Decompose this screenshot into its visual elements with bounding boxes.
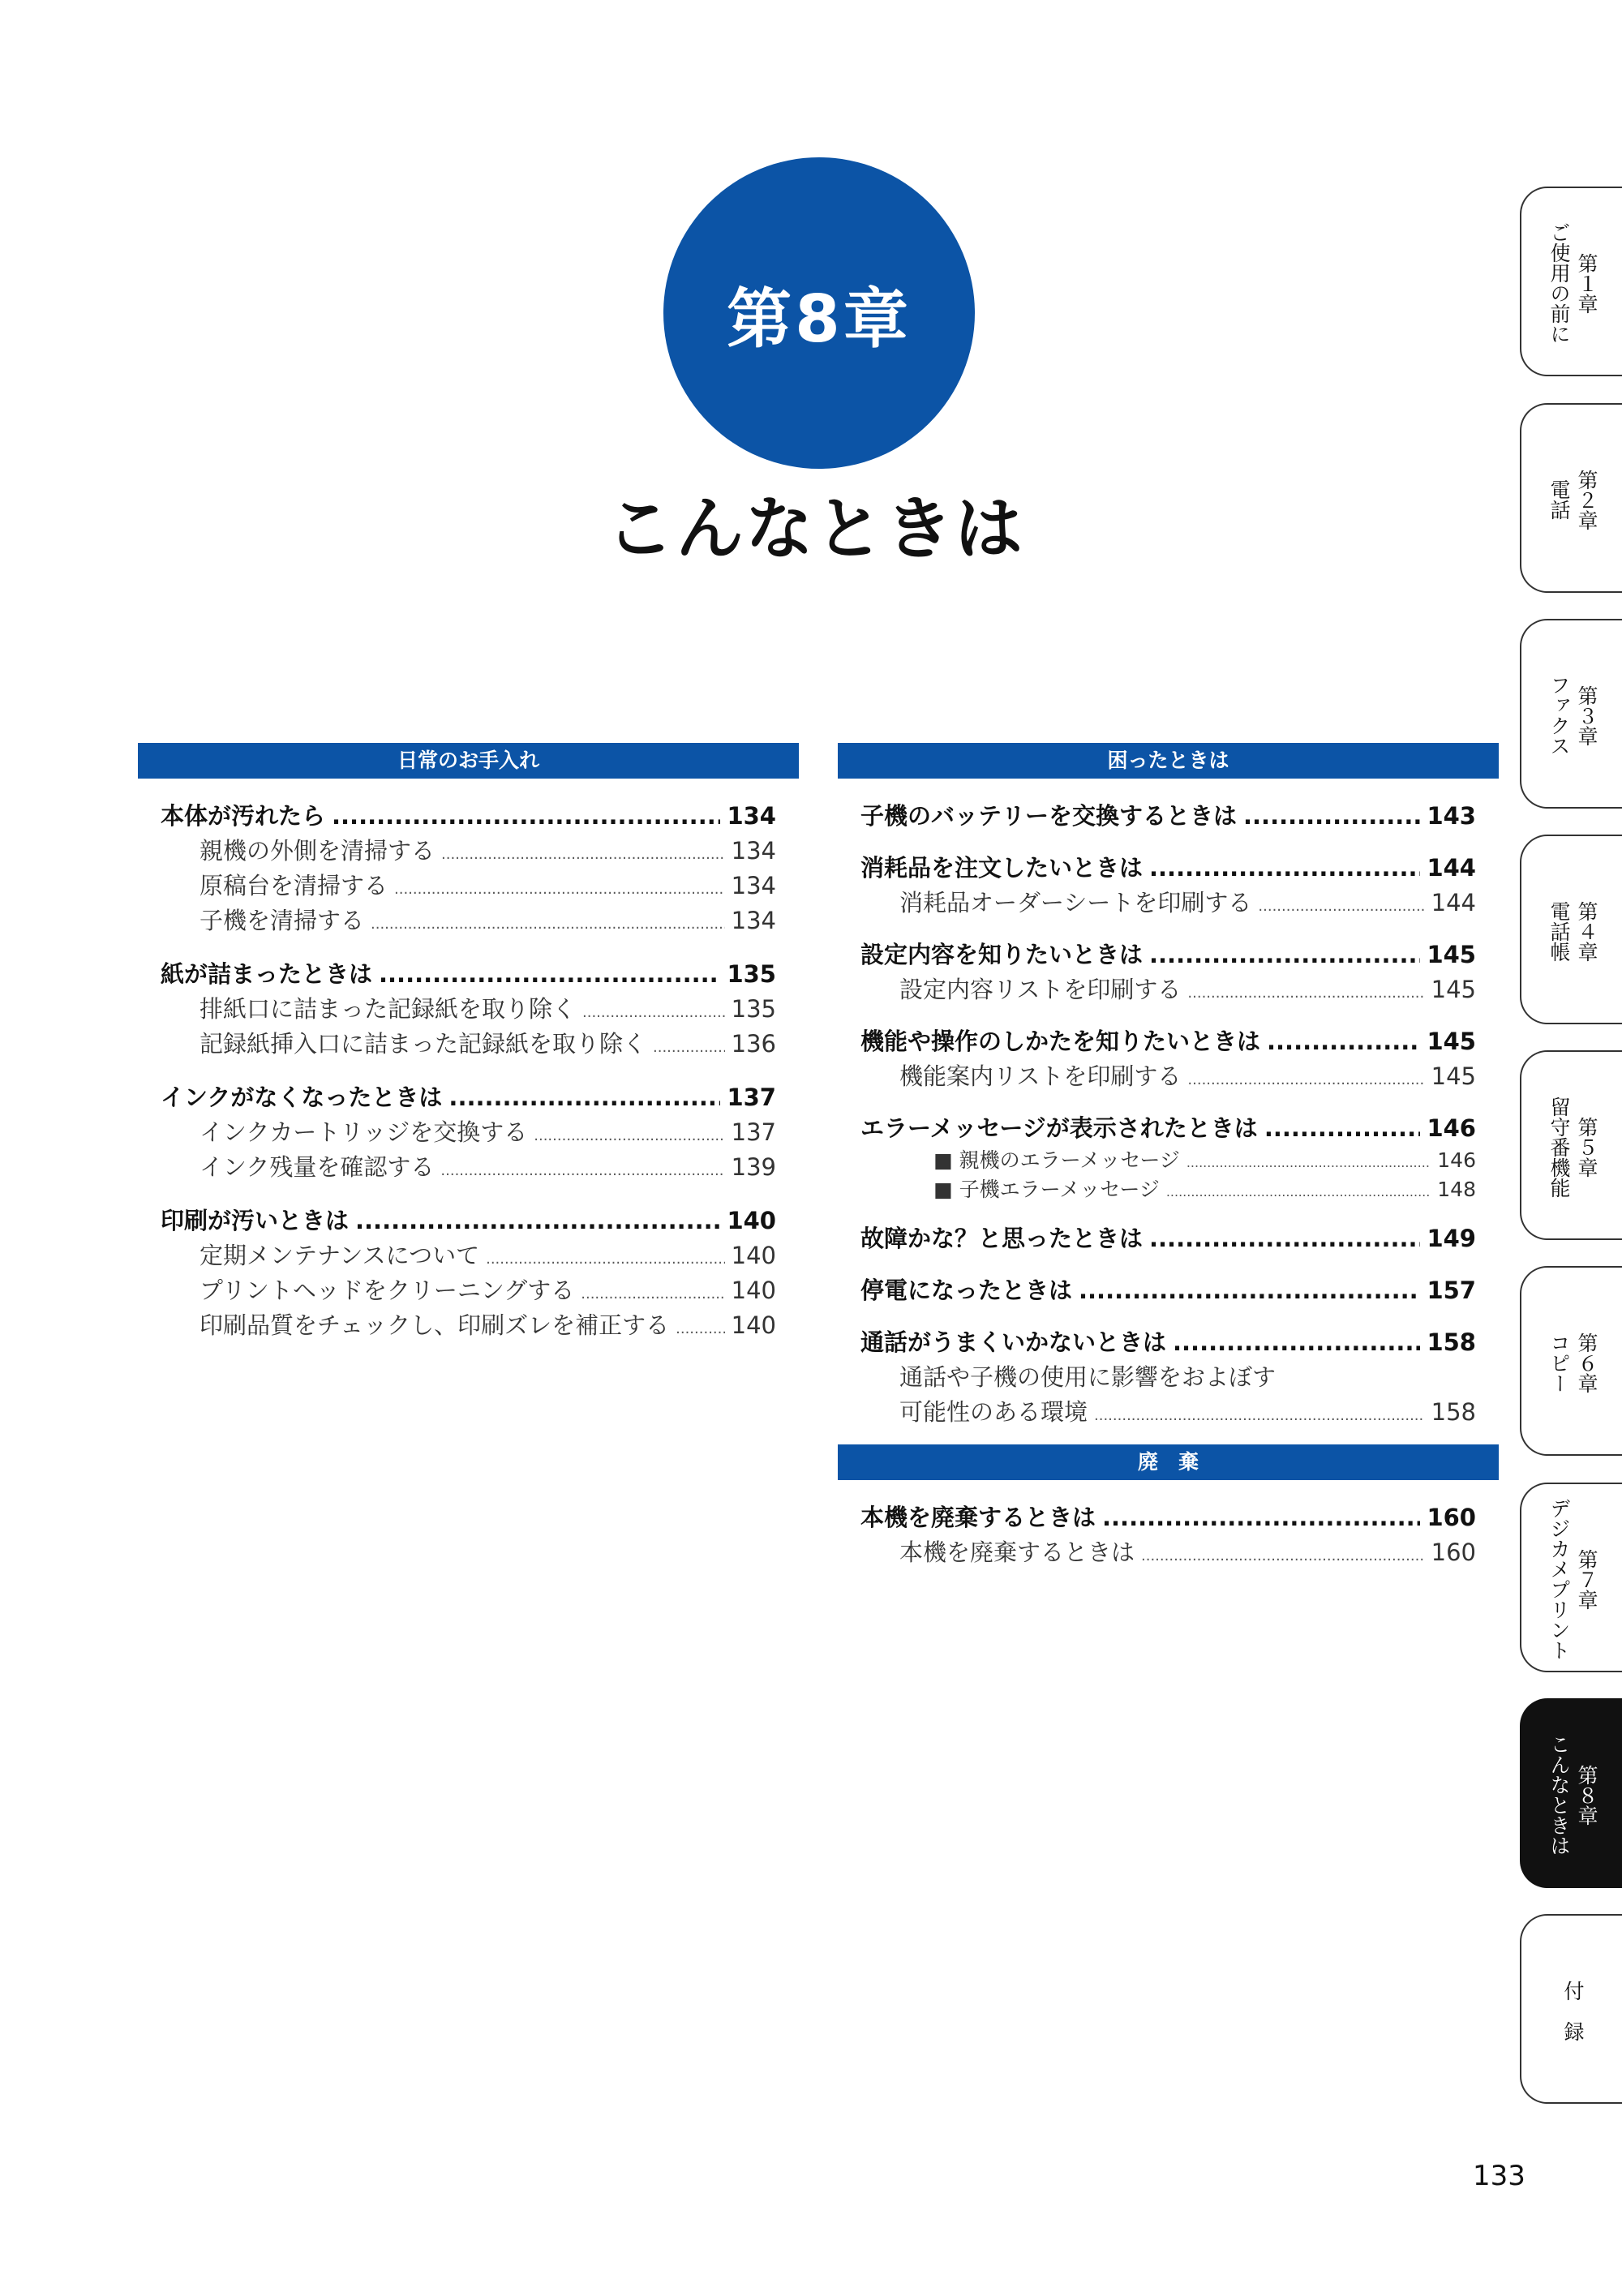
toc-subentry-title: 子機を清掃する: [200, 907, 365, 934]
toc-subsubentry[interactable]: [933, 1175, 1476, 1204]
section-header-disposal: 廃 棄: [838, 1444, 1499, 1480]
toc-subentry-title: 本機を廃棄するときは: [899, 1539, 1135, 1566]
leader-dots: [1166, 1178, 1431, 1207]
tab-chapter-1[interactable]: [1520, 187, 1622, 376]
tab-chapter-label: 付 録: [1561, 1980, 1585, 2041]
tab-chapter-2[interactable]: [1520, 403, 1622, 593]
tab-appendix[interactable]: [1520, 1914, 1622, 2104]
toc-entry[interactable]: [860, 1221, 1476, 1256]
toc-entry-page: 134: [727, 802, 776, 830]
leader-dots: [1141, 1539, 1425, 1573]
chapter-badge-label: 第8章: [727, 281, 912, 357]
toc-subentry-title: 機能案内リストを印刷する: [899, 1062, 1182, 1090]
chapter-title: こんなときは: [605, 489, 1024, 569]
toc-entry-title: 停電になったときは: [860, 1277, 1073, 1304]
toc-subentry-page: 140: [731, 1242, 776, 1269]
toc-subentry[interactable]: [899, 1059, 1476, 1094]
toc-entry[interactable]: [860, 1500, 1476, 1535]
tab-chapter-7[interactable]: [1520, 1483, 1622, 1672]
toc-subentry-page: 134: [731, 837, 776, 865]
leader-dots: [355, 1203, 720, 1238]
leader-dots: [440, 1153, 724, 1188]
tab-chapter-name: 留守番機能: [1547, 1096, 1571, 1198]
toc-entry-title: 設定内容を知りたいときは: [860, 941, 1144, 968]
toc-subsubentry-title: ■ 親機のエラーメッセージ: [933, 1148, 1180, 1172]
tab-chapter-3[interactable]: [1520, 619, 1622, 809]
toc-entry-page: 157: [1427, 1277, 1476, 1304]
toc-left-column: [138, 743, 799, 1343]
toc-entry[interactable]: [860, 1024, 1476, 1059]
toc-subentry-page: 137: [731, 1118, 776, 1146]
leader-dots: [379, 956, 720, 992]
toc-entry-title: 紙が詰まったときは: [161, 960, 373, 988]
tab-chapter-name: 電話帳: [1547, 900, 1571, 962]
leader-dots: [441, 837, 725, 872]
toc-subentry-page: 144: [1431, 889, 1476, 916]
toc-entry-title: 印刷が汚いときは: [161, 1207, 350, 1234]
toc-entry[interactable]: [161, 956, 776, 992]
toc-subentry-title: 可能性のある環境: [899, 1398, 1088, 1426]
tab-chapter-label: 第３章: [1575, 685, 1598, 746]
tab-chapter-name: ご使用の前に: [1547, 222, 1571, 344]
toc-subentry[interactable]: [899, 886, 1476, 921]
toc-subentry[interactable]: [200, 1150, 776, 1185]
toc-subentry-title: プリントヘッドをクリーニングする: [200, 1277, 575, 1304]
leader-dots: [371, 907, 725, 942]
toc-entry-title: 消耗品を注文したいときは: [860, 854, 1144, 882]
toc-entry[interactable]: [860, 1272, 1476, 1308]
leader-dots: [1187, 1062, 1424, 1097]
toc-entry-title: インクがなくなったときは: [161, 1084, 443, 1111]
toc-entry-page: 143: [1427, 802, 1476, 830]
toc-subentry[interactable]: [200, 903, 776, 938]
toc-subentry-page: 139: [731, 1153, 776, 1181]
toc-entry-page: 160: [1427, 1504, 1476, 1531]
toc-subentry-page: 136: [731, 1030, 776, 1058]
leader-dots: [1149, 850, 1420, 886]
toc-subsubentry-page: 148: [1437, 1178, 1476, 1201]
toc-subsubentry-title: ■ 子機エラーメッセージ: [933, 1178, 1160, 1201]
leader-dots: [1243, 798, 1420, 834]
toc-subentry-title: 記録紙挿入口に詰まった記録紙を取り除く: [200, 1030, 647, 1058]
toc-subentry[interactable]: [200, 1115, 776, 1150]
toc-subentry-line1[interactable]: 通話や子機の使用に影響をおよぼす: [899, 1363, 1277, 1391]
tab-chapter-label: 第１章: [1575, 252, 1598, 314]
toc-entry-page: 145: [1427, 941, 1476, 968]
toc-subentry-page: 134: [731, 907, 776, 934]
toc-subsubentry[interactable]: [933, 1146, 1476, 1175]
toc-subentry[interactable]: [200, 1273, 776, 1308]
toc-entry-page: 149: [1427, 1225, 1476, 1252]
tab-chapter-name: こんなときは: [1547, 1734, 1571, 1856]
toc-subentry-title: 設定内容リストを印刷する: [899, 976, 1182, 1003]
leader-dots: [448, 1079, 720, 1115]
toc-entry[interactable]: [161, 1079, 776, 1115]
toc-entry-page: 135: [727, 960, 776, 988]
toc-entry-title: 故障かな？と思ったときは: [860, 1225, 1144, 1252]
tab-chapter-name: 電話: [1547, 479, 1571, 520]
toc-subentry[interactable]: [200, 1238, 776, 1273]
toc-subentry[interactable]: [200, 869, 776, 903]
tab-chapter-8-active[interactable]: [1520, 1698, 1622, 1888]
toc-subentry-page: 145: [1431, 1062, 1476, 1090]
tab-chapter-label: 第２章: [1575, 469, 1598, 530]
toc-entry-page: 146: [1427, 1114, 1476, 1142]
toc-subentry-page: 140: [731, 1277, 776, 1304]
toc-subentry-title: 印刷品質をチェックし、印刷ズレを補正する: [200, 1311, 670, 1339]
leader-dots: [1102, 1500, 1420, 1535]
toc-subentry-page: 160: [1431, 1539, 1476, 1566]
tab-chapter-name: デジカメプリント: [1547, 1498, 1571, 1660]
tab-chapter-6[interactable]: [1520, 1266, 1622, 1456]
toc-entry[interactable]: [860, 798, 1476, 834]
toc-subentry-page: 145: [1431, 976, 1476, 1003]
tab-chapter-5[interactable]: [1520, 1050, 1622, 1240]
tab-chapter-label: 第７章: [1575, 1548, 1598, 1610]
toc-entry-page: 140: [727, 1207, 776, 1234]
toc-subentry-title: 原稿台を清掃する: [200, 872, 388, 899]
leader-dots: [1079, 1272, 1420, 1308]
toc-subentry[interactable]: [899, 1535, 1476, 1570]
toc-subentry-title: 排紙口に詰まった記録紙を取り除く: [200, 995, 577, 1023]
toc-entry-page: 144: [1427, 854, 1476, 882]
page-number: 133: [1473, 2160, 1525, 2192]
leader-dots: [394, 872, 725, 907]
toc-entry-title: エラーメッセージが表示されたときは: [860, 1114, 1258, 1142]
tab-chapter-label: 第６章: [1575, 1332, 1598, 1393]
chapter-badge: [663, 157, 975, 469]
toc-subentry-page: 134: [731, 872, 776, 899]
section-header-troubleshooting: 困ったときは: [838, 743, 1499, 779]
leader-dots: [653, 1030, 725, 1065]
leader-dots: [1149, 937, 1420, 972]
tab-chapter-label: 第４章: [1575, 900, 1598, 962]
toc-subentry[interactable]: [200, 1308, 776, 1343]
toc-entry[interactable]: [860, 937, 1476, 972]
toc-subentry-page: 140: [731, 1311, 776, 1339]
toc-subsubentry-page: 146: [1437, 1148, 1476, 1172]
toc-subentry-title: 親機の外側を清掃する: [200, 837, 436, 865]
toc-subentry[interactable]: [200, 992, 776, 1027]
toc-entry-title: 通話がうまくいかないときは: [860, 1328, 1167, 1356]
tab-chapter-label: 第８章: [1575, 1764, 1598, 1826]
tab-chapter-name: ファクス: [1547, 675, 1571, 756]
leader-dots: [1264, 1110, 1421, 1146]
leader-dots: [332, 798, 720, 834]
toc-subentry-title: 消耗品オーダーシートを印刷する: [899, 889, 1252, 916]
toc-subentry[interactable]: [899, 972, 1476, 1007]
tab-chapter-name: コピー: [1547, 1332, 1571, 1393]
toc-subentry-title: 定期メンテナンスについて: [200, 1242, 480, 1269]
toc-entry[interactable]: [161, 798, 776, 834]
toc-subentry[interactable]: [899, 1395, 1476, 1430]
toc-entry-title: 機能や操作のしかたを知りたいときは: [860, 1028, 1261, 1055]
toc-entry-page: 137: [727, 1084, 776, 1111]
toc-entry[interactable]: [860, 1324, 1476, 1360]
toc-subentry-page: 158: [1431, 1398, 1476, 1426]
leader-dots: [581, 1277, 724, 1311]
leader-dots: [1187, 976, 1424, 1011]
toc-subentry-title: インク残量を確認する: [200, 1153, 435, 1181]
toc-entry-page: 145: [1427, 1028, 1476, 1055]
toc-entry-page: 158: [1427, 1328, 1476, 1356]
leader-dots: [1267, 1024, 1420, 1059]
toc-subentry-title: インクカートリッジを交換する: [200, 1118, 528, 1146]
toc-subentry[interactable]: [200, 1027, 776, 1062]
leader-dots: [676, 1311, 725, 1346]
section-header-maintenance: 日常のお手入れ: [138, 743, 799, 779]
toc-entry[interactable]: [161, 1203, 776, 1238]
leader-dots: [1186, 1148, 1431, 1178]
toc-entry-title: 子機のバッテリーを交換するときは: [860, 802, 1238, 830]
toc-entry-title: 本機を廃棄するときは: [860, 1504, 1096, 1531]
toc-right-column: [838, 743, 1499, 1570]
leader-dots: [486, 1242, 725, 1277]
leader-dots: [1258, 889, 1424, 924]
tab-chapter-4[interactable]: [1520, 835, 1622, 1024]
toc-entry[interactable]: [860, 1110, 1476, 1146]
toc-entry-title: 本体が汚れたら: [161, 802, 326, 830]
leader-dots: [582, 995, 725, 1030]
leader-dots: [1173, 1324, 1420, 1360]
leader-dots: [1149, 1221, 1420, 1256]
toc-entry[interactable]: [860, 850, 1476, 886]
leader-dots: [534, 1118, 724, 1153]
tab-chapter-label: 第５章: [1575, 1116, 1598, 1178]
toc-subentry[interactable]: [200, 834, 776, 869]
leader-dots: [1094, 1398, 1425, 1433]
toc-subentry-page: 135: [731, 995, 776, 1023]
